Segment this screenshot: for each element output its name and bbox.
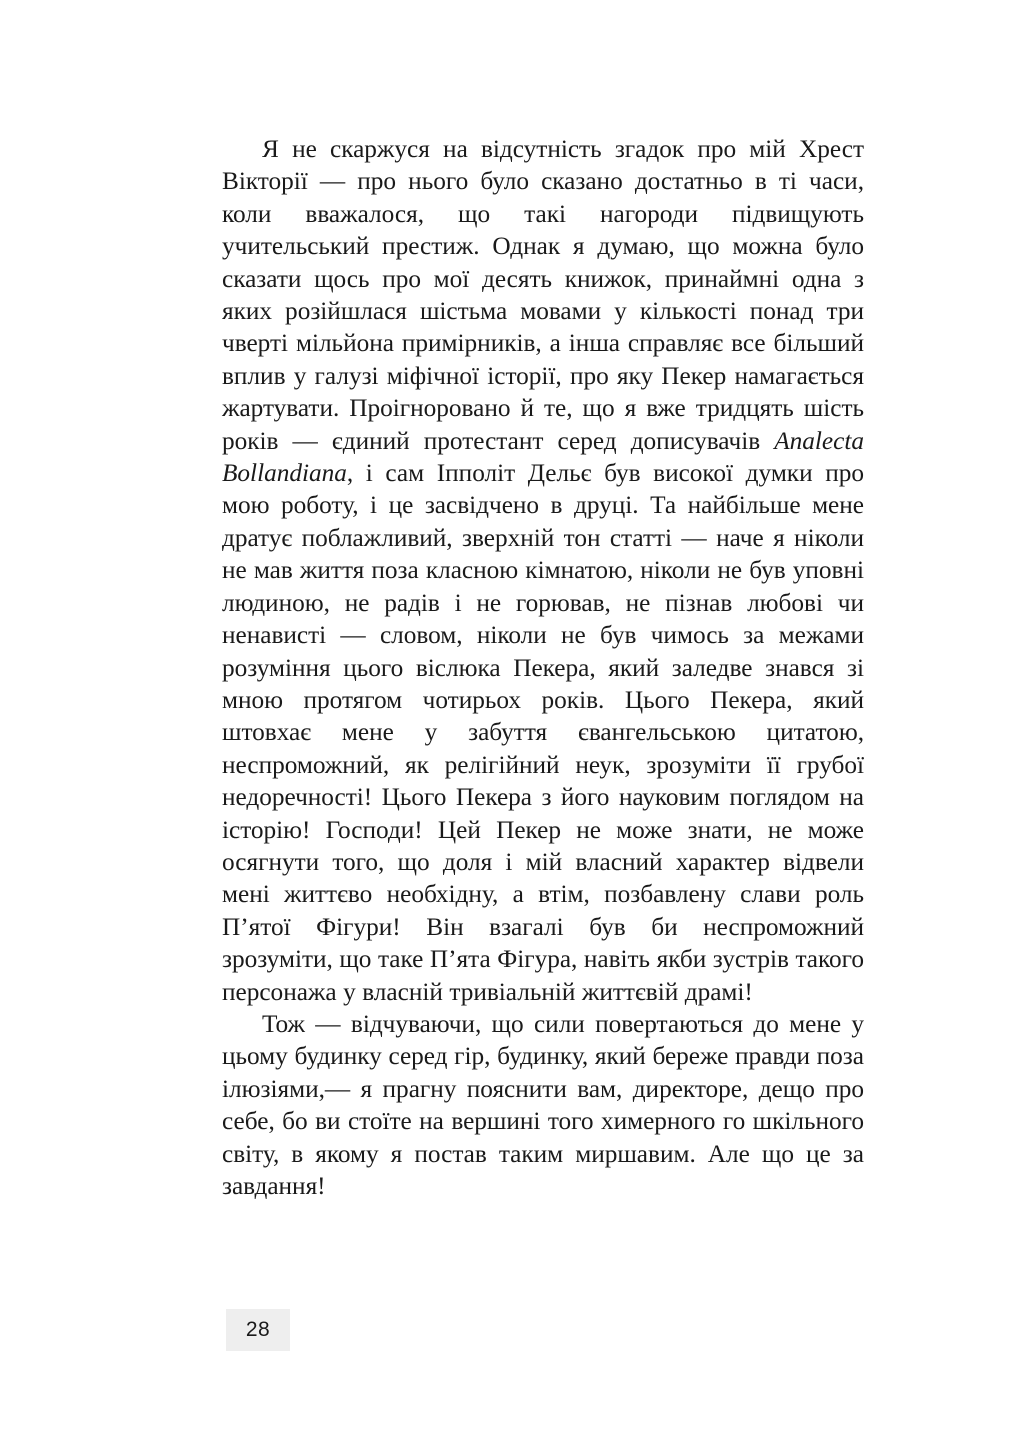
body-text-column bbox=[222, 133, 864, 1202]
paragraph-2: Тож — відчуваючи, що сили повертаються до мене у цьому будинку серед гір, будинку, який береже правди поза ілюзіями,— я прагну пояснити вам, директоре, дещо про себе, бо ви стоїте на вершині того химерного го шкільного світу, в якому я постав таким миршавим. Але що це за завдання! bbox=[222, 1009, 864, 1200]
page-number-badge bbox=[226, 1309, 290, 1351]
paragraph-1: Я не скаржуся на відсутність згадок про мій Хрест Вікторії — про нього було сказано достатньо в ті часи, коли вважалося, що такі нагороди підвищують учительський престиж. Однак я думаю, що можна було сказати щось про мої десять книжок, принаймні одна з яких розійшлася шістьма мовами у кількості понад три чверті мільйона примірників, а інша справляє все більший вплив у галузі міфічної історії, про яку Пекер намагається жартувати. Проігноровано й те, що я вже тридцять шість років — єдиний протестант серед дописувачів Analecta Bollandiana, і сам Іпполіт Дельє був високої думки про мою роботу, і це засвідчено в друці. Та найбільше мене дратує поблажливий, зверхній тон статті — наче я ніколи не мав життя поза класною кімнатою, ніколи не був уповні людиною, не радів і не горював, не пізнав любові чи ненависті — словом, ніколи не був чимось за межами розуміння цього віслюка Пекера, який заледве знався зі мною протягом чотирьох років. Цього Пекера, який штовхає мене у забуття євангельською цитатою, неспроможний, як релігійний неук, зрозуміти її грубої недоречності! Цього Пекера з його науковим поглядом на історію! Господи! Цей Пекер не може знати, не може осягнути того, що доля і мій власний характер відвели мені життєво необхідну, а втім, позбавлену слави роль П’ятої Фігури! Він взагалі був би неспроможний зрозуміти, що таке П’ята Фігура, навіть якби зустрів такого персонажа у власній тривіальній життєвій драмі! bbox=[222, 135, 864, 1006]
italic-title: Analecta Bollandiana bbox=[222, 426, 864, 488]
page-number-label: 28 bbox=[245, 1318, 271, 1341]
